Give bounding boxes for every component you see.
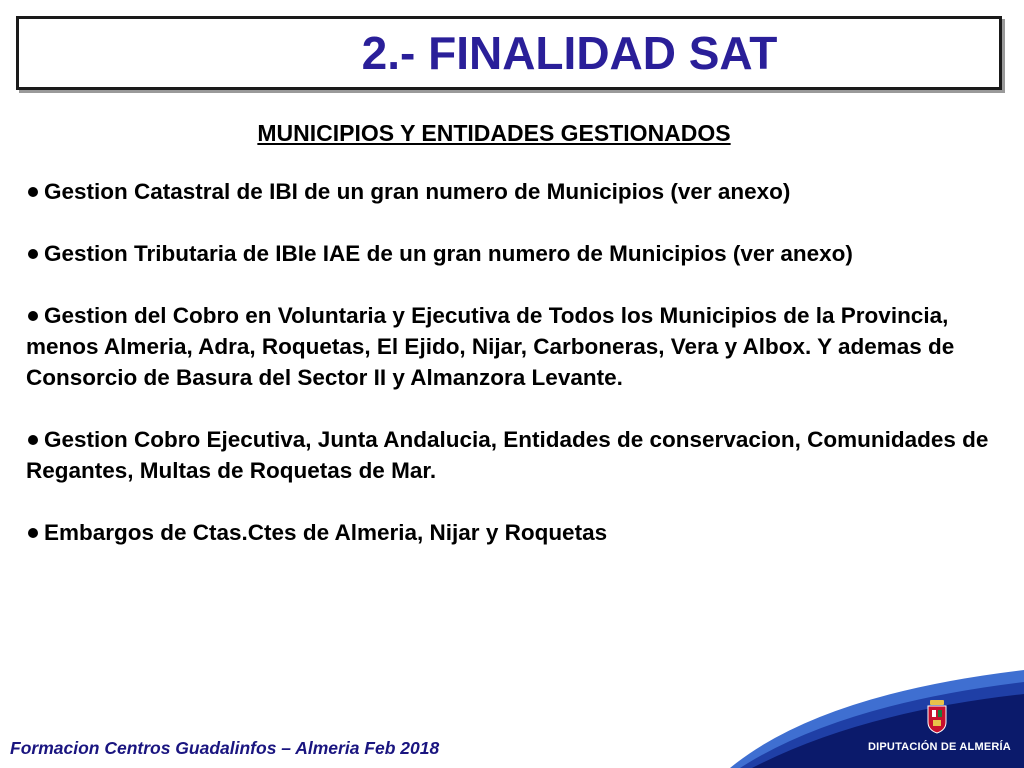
bullet-dot-icon — [28, 249, 38, 259]
slide-subtitle: MUNICIPIOS Y ENTIDADES GESTIONADOS — [257, 120, 731, 146]
slide-title: 2.- FINALIDAD SAT — [361, 27, 778, 79]
bullet-item — [26, 176, 996, 207]
brand-name: DIPUTACIÓN DE ALMERÍA — [868, 741, 1011, 753]
bullet-dot-icon — [28, 435, 38, 445]
bullet-item — [26, 238, 996, 269]
bullet-item — [26, 424, 996, 486]
bullet-dot-icon — [28, 187, 38, 197]
bullet-item — [26, 517, 996, 548]
bullet-text: Gestion Catastral de IBI de un gran numero de Municipios (ver anexo) — [44, 179, 791, 204]
bullet-dot-icon — [28, 311, 38, 321]
bullet-dot-icon — [28, 528, 38, 538]
bullet-text: Gestion Cobro Ejecutiva, Junta Andalucia, Entidades de conservacion, Comunidades de Regantes, Multas de Roquetas de Mar. — [26, 427, 989, 483]
bullet-list — [26, 176, 996, 579]
footer-caption: Formacion Centros Guadalinfos – Almeria Feb 2018 — [10, 738, 440, 758]
bullet-text: Gestion del Cobro en Voluntaria y Ejecutiva de Todos los Municipios de la Provincia, menos Almeria, Adra, Roquetas, El Ejido, Nijar, Carboneras, Vera y Albox. Y ademas de Consorcio de Basura del Sector II y Almanzora Levante. — [26, 303, 955, 390]
bullet-item — [26, 300, 996, 393]
coat-of-arms-icon — [925, 700, 949, 734]
bullet-text: Gestion Tributaria de IBIe IAE de un gran numero de Municipios (ver anexo) — [44, 241, 853, 266]
bullet-text: Embargos de Ctas.Ctes de Almeria, Nijar y Roquetas — [44, 520, 608, 545]
